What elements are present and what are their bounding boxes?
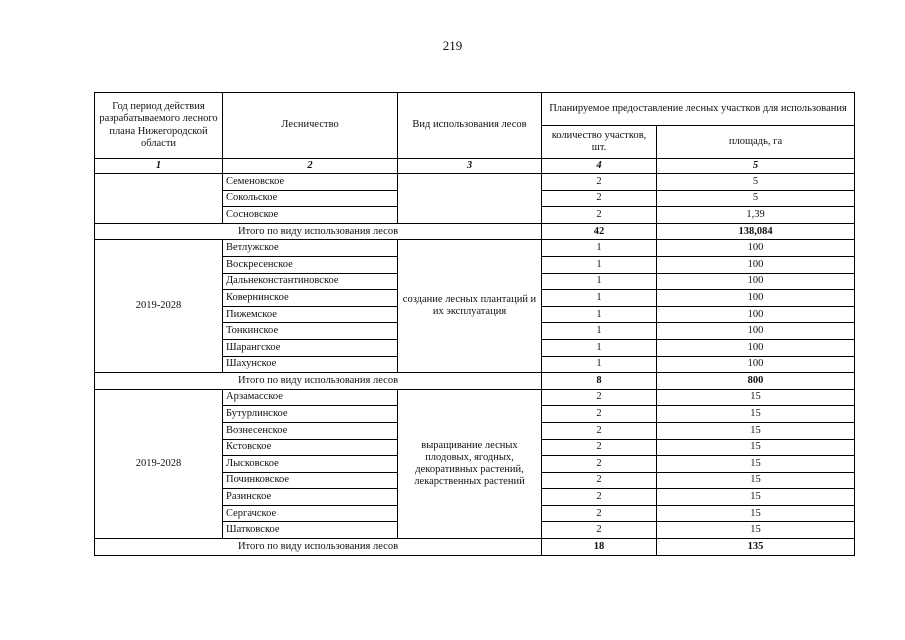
count-cell: 1 (542, 290, 657, 307)
count-cell: 2 (542, 422, 657, 439)
total-count: 18 (542, 539, 657, 556)
table-row (95, 389, 855, 406)
forestry-cell: Тонкинское (223, 323, 398, 340)
forestry-cell: Лысковское (223, 456, 398, 473)
forestry-cell: Шарангское (223, 339, 398, 356)
count-cell: 2 (542, 439, 657, 456)
total-row (95, 373, 855, 390)
total-row (95, 223, 855, 240)
area-cell: 15 (657, 472, 855, 489)
area-cell: 15 (657, 422, 855, 439)
area-cell: 100 (657, 323, 855, 340)
count-cell: 1 (542, 323, 657, 340)
total-area: 800 (657, 373, 855, 390)
total-area: 138,084 (657, 223, 855, 240)
count-cell: 2 (542, 522, 657, 539)
total-label: Итого по виду использования лесов (95, 223, 542, 240)
count-cell: 2 (542, 389, 657, 406)
forest-plots-table (94, 92, 855, 556)
count-cell: 1 (542, 339, 657, 356)
period-cell: 2019-2028 (95, 389, 223, 538)
header-forestry: Лесничество (223, 93, 398, 159)
forestry-cell: Дальнеконстантиновское (223, 273, 398, 290)
header-use-type: Вид использования лесов (398, 93, 542, 159)
table-row (95, 240, 855, 257)
column-index: 1 (95, 159, 223, 174)
area-cell: 15 (657, 456, 855, 473)
forestry-cell: Шатковское (223, 522, 398, 539)
total-area: 135 (657, 539, 855, 556)
area-cell: 5 (657, 190, 855, 207)
count-cell: 1 (542, 256, 657, 273)
area-cell: 1,39 (657, 207, 855, 224)
count-cell: 2 (542, 406, 657, 423)
total-row (95, 539, 855, 556)
use-type-cell: создание лесных плантаций и их эксплуатация (398, 240, 542, 373)
count-cell: 1 (542, 273, 657, 290)
area-cell: 15 (657, 522, 855, 539)
forestry-cell: Семеновское (223, 174, 398, 191)
column-index: 4 (542, 159, 657, 174)
use-type-cell-empty (398, 174, 542, 224)
page-number: 219 (442, 38, 463, 53)
count-cell: 2 (542, 472, 657, 489)
area-cell: 100 (657, 240, 855, 257)
forestry-cell: Сокольское (223, 190, 398, 207)
count-cell: 1 (542, 356, 657, 373)
column-index: 3 (398, 159, 542, 174)
area-cell: 100 (657, 256, 855, 273)
count-cell: 2 (542, 190, 657, 207)
header-count: количество участков, шт. (542, 126, 657, 159)
area-cell: 100 (657, 306, 855, 323)
total-label: Итого по виду использования лесов (95, 539, 542, 556)
count-cell: 2 (542, 505, 657, 522)
area-cell: 5 (657, 174, 855, 191)
column-index: 2 (223, 159, 398, 174)
area-cell: 100 (657, 290, 855, 307)
forestry-cell: Арзамасское (223, 389, 398, 406)
period-cell-empty (95, 174, 223, 224)
area-cell: 15 (657, 406, 855, 423)
forestry-cell: Вознесенское (223, 422, 398, 439)
area-cell: 100 (657, 339, 855, 356)
area-cell: 100 (657, 273, 855, 290)
forestry-cell: Ветлужское (223, 240, 398, 257)
header-period: Год период действия разрабатываемого лесного плана Нижегородской области (95, 93, 223, 159)
period-cell: 2019-2028 (95, 240, 223, 373)
count-cell: 2 (542, 207, 657, 224)
area-cell: 15 (657, 505, 855, 522)
total-label: Итого по виду использования лесов (95, 373, 542, 390)
forestry-cell: Ковернинское (223, 290, 398, 307)
area-cell: 15 (657, 489, 855, 506)
count-cell: 1 (542, 240, 657, 257)
forestry-cell: Кстовское (223, 439, 398, 456)
header-planned-provision: Планируемое предоставление лесных участков для использования (542, 93, 855, 126)
area-cell: 15 (657, 389, 855, 406)
forestry-cell: Разинское (223, 489, 398, 506)
forestry-cell: Сергачское (223, 505, 398, 522)
forestry-cell: Воскресенское (223, 256, 398, 273)
table-row (95, 174, 855, 191)
header-row (95, 93, 855, 126)
area-cell: 15 (657, 439, 855, 456)
count-cell: 2 (542, 174, 657, 191)
column-index: 5 (657, 159, 855, 174)
total-count: 8 (542, 373, 657, 390)
forestry-cell: Сосновское (223, 207, 398, 224)
forestry-cell: Починковское (223, 472, 398, 489)
header-area: площадь, га (657, 126, 855, 159)
use-type-cell: выращивание лесных плодовых, ягодных, декоративных растений, лекарственных растений (398, 389, 542, 538)
forestry-cell: Пижемское (223, 306, 398, 323)
count-cell: 2 (542, 456, 657, 473)
area-cell: 100 (657, 356, 855, 373)
total-count: 42 (542, 223, 657, 240)
column-index-row (95, 159, 855, 174)
forestry-cell: Шахунское (223, 356, 398, 373)
count-cell: 2 (542, 489, 657, 506)
forestry-cell: Бутурлинское (223, 406, 398, 423)
count-cell: 1 (542, 306, 657, 323)
